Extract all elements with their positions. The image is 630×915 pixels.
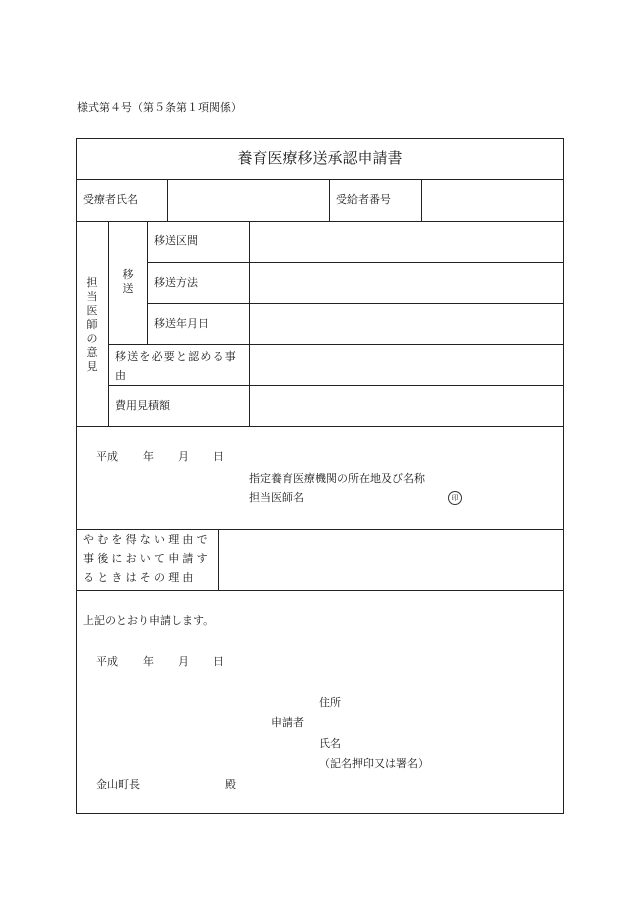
- doctor-sign-year: 年: [143, 450, 154, 463]
- doctor-sign-era: 平成: [96, 450, 118, 463]
- recipient-number-label: 受給者番号: [336, 193, 391, 206]
- doctor-name-label: 担当医師名: [249, 491, 304, 504]
- patient-name-label: 受療者氏名: [83, 193, 138, 206]
- section-field[interactable]: [250, 222, 563, 262]
- section-label: 移送区間: [154, 234, 198, 247]
- applicant-label: 申請者: [271, 716, 304, 729]
- doctor-sign-month: 月: [178, 450, 189, 463]
- applicant-era: 平成: [96, 655, 118, 668]
- late-reason-label: やむを得ない理由で事後において申請するときはその理由: [83, 533, 211, 584]
- form-number-label: 様式第４号（第５条第１項関係）: [77, 101, 242, 114]
- late-reason-field[interactable]: [219, 530, 563, 590]
- method-field[interactable]: [250, 263, 563, 303]
- seal-mark: 印: [448, 491, 462, 505]
- transport-group-label: 移送: [122, 268, 134, 295]
- doctor-sign-day: 日: [213, 450, 224, 463]
- applicant-month: 月: [178, 655, 189, 668]
- method-label: 移送方法: [154, 276, 198, 289]
- applicant-year: 年: [143, 655, 154, 668]
- patient-name-field[interactable]: [168, 180, 329, 221]
- seal-note: （記名押印又は署名）: [319, 757, 429, 770]
- addressee-label: 金山町長: [96, 778, 140, 791]
- form-title: 養育医療移送承認申請書: [237, 149, 403, 167]
- necessity-label: 移送を必要と認める事由: [115, 350, 237, 382]
- institution-label: 指定養育医療機関の所在地及び名称: [249, 472, 425, 485]
- recipient-number-field[interactable]: [422, 180, 563, 221]
- application-statement: 上記のとおり申請します。: [83, 614, 215, 627]
- address-label: 住所: [319, 696, 341, 709]
- necessity-field[interactable]: [250, 345, 563, 385]
- date-label: 移送年月日: [154, 317, 209, 330]
- doctor-opinion-group-label: 担当医師の意見: [86, 276, 98, 373]
- cost-label: 費用見積額: [115, 399, 170, 412]
- cost-field[interactable]: [250, 386, 563, 426]
- name-label: 氏名: [319, 737, 341, 750]
- honorific-label: 殿: [225, 778, 236, 791]
- applicant-day: 日: [213, 655, 224, 668]
- date-field[interactable]: [250, 304, 563, 344]
